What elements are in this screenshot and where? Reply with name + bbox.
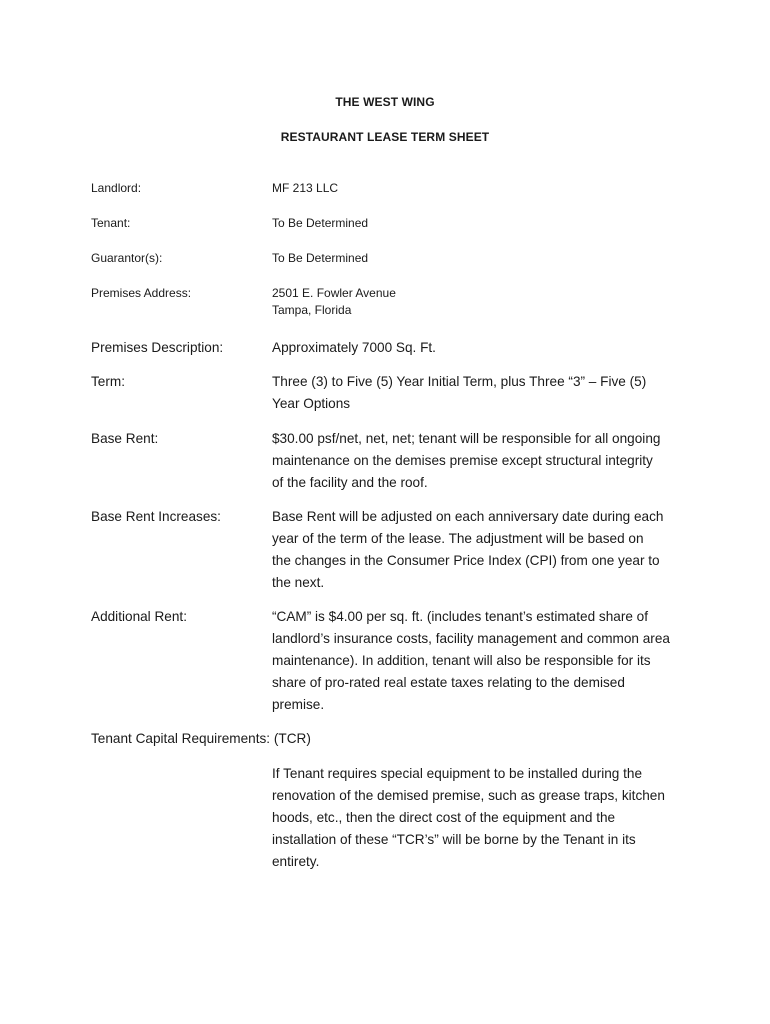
premises-description-value: Approximately 7000 Sq. Ft. bbox=[272, 340, 436, 355]
base-rent-line: of the facility and the roof. bbox=[272, 475, 428, 490]
base-rent-increases-line: Base Rent will be adjusted on each anniversary date during each bbox=[272, 509, 664, 524]
premises-address-line2: Tampa, Florida bbox=[272, 303, 352, 317]
guarantor-label: Guarantor(s): bbox=[91, 251, 163, 265]
landlord-label: Landlord: bbox=[91, 181, 142, 195]
additional-rent-line: premise. bbox=[272, 697, 325, 712]
term-line: Three (3) to Five (5) Year Initial Term, plus Three “3” – Five (5) bbox=[272, 374, 647, 389]
additional-rent-line: “CAM” is $4.00 per sq. ft. (includes tenant’s estimated share of bbox=[272, 609, 649, 624]
premises-description-label: Premises Description: bbox=[91, 340, 224, 355]
tcr-label: Tenant Capital Requirements: (TCR) bbox=[91, 731, 311, 746]
tcr-line: If Tenant requires special equipment to be installed during the bbox=[272, 766, 643, 781]
term-label: Term: bbox=[91, 374, 125, 389]
additional-rent-label: Additional Rent: bbox=[91, 609, 187, 624]
tenant-value: To Be Determined bbox=[272, 216, 369, 230]
base-rent-label: Base Rent: bbox=[91, 431, 159, 446]
landlord-value: MF 213 LLC bbox=[272, 181, 339, 195]
base-rent-line: maintenance on the demises premise except structural integrity bbox=[272, 453, 653, 468]
document-title: THE WEST WING bbox=[335, 95, 435, 109]
premises-address-line1: 2501 E. Fowler Avenue bbox=[272, 286, 396, 300]
term-line: Year Options bbox=[272, 396, 351, 411]
additional-rent-line: share of pro-rated real estate taxes relating to the demised bbox=[272, 675, 625, 690]
tenant-label: Tenant: bbox=[91, 216, 131, 230]
guarantor-value: To Be Determined bbox=[272, 251, 369, 265]
premises-address-label: Premises Address: bbox=[91, 286, 192, 300]
base-rent-increases-line: the changes in the Consumer Price Index (CPI) from one year to bbox=[272, 553, 660, 568]
tcr-line: entirety. bbox=[272, 854, 320, 869]
tcr-line: hoods, etc., then the direct cost of the equipment and the bbox=[272, 810, 616, 825]
document-subtitle: RESTAURANT LEASE TERM SHEET bbox=[280, 130, 490, 144]
additional-rent-line: landlord’s insurance costs, facility management and common area bbox=[272, 631, 670, 646]
base-rent-line: $30.00 psf/net, net, net; tenant will be responsible for all ongoing bbox=[272, 431, 661, 446]
base-rent-increases-line: year of the term of the lease. The adjustment will be based on bbox=[272, 531, 644, 546]
tcr-line: installation of these “TCR’s” will be borne by the Tenant in its bbox=[272, 832, 636, 847]
tcr-line: renovation of the demised premise, such as grease traps, kitchen bbox=[272, 788, 665, 803]
additional-rent-line: maintenance). In addition, tenant will also be responsible for its bbox=[272, 653, 651, 668]
base-rent-increases-line: the next. bbox=[272, 575, 325, 590]
base-rent-increases-label: Base Rent Increases: bbox=[91, 509, 221, 524]
